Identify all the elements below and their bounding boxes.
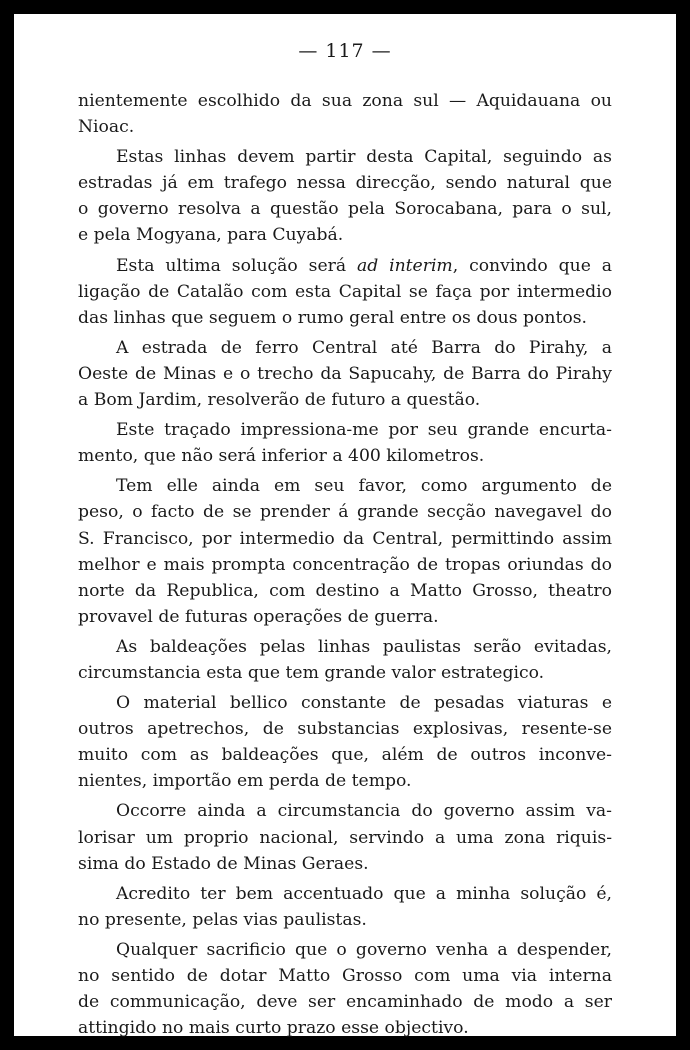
text-line: As baldeações pelas linhas paulistas serão evitadas, [116,636,612,657]
text-line: nientemente escolhido da sua zona sul — Aquidauana ou [78,91,612,111]
text-line: Esta ultima solução será ad interim, convindo que a [116,255,612,276]
text-line: Este traçado impressiona-me por seu grande encurta- [116,420,612,441]
paragraph [78,473,612,630]
text-line: a Bom Jardim, resolverão de futuro a questão. [78,390,481,411]
text-line: ligação de Catalão com esta Capital se faça por intermedio [78,281,612,302]
paragraph [78,417,612,469]
text-line: no sentido de dotar Matto Grosso com uma via interna [78,966,612,986]
text-line: de communicação, deve ser encaminhado de modo a ser [78,992,612,1013]
text-line: peso, o facto de se prender á grande secção navegavel do [78,502,612,523]
text-line: e pela Mogyana, para Cuyabá. [78,225,344,246]
text-line: A estrada de ferro Central até Barra do Pirahy, a [116,337,612,358]
text-line: circumstancia esta que tem grande valor estrategico. [78,662,545,683]
text-line: estradas já em trafego nessa direcção, sendo natural que [78,173,612,194]
paragraph [78,88,612,140]
text-line: outros apetrechos, de substancias explosivas, resente-se [78,719,612,740]
text-line: Oeste de Minas e o trecho da Sapucahy, de Barra do Pirahy [78,363,612,384]
page-number: — 117 — [298,40,392,62]
text-line: o governo resolva a questão pela Sorocabana, para o sul, [78,199,612,220]
paragraph [78,798,612,876]
text-line: Acredito ter bem accentuado que a minha solução é, [116,883,612,904]
paragraph [78,690,612,794]
text-line: Estas linhas devem partir desta Capital, seguindo as [116,147,612,168]
paragraph [78,253,612,331]
body-text [78,88,612,1045]
text-line: sima do Estado de Minas Geraes. [78,853,369,874]
text-line: das linhas que seguem o rumo geral entre os dous pontos. [78,307,587,328]
paragraph [78,881,612,933]
paragraph [78,634,612,686]
paragraph [78,335,612,413]
text-line: muito com as baldeações que, além de outros inconve- [78,745,612,766]
text-line: lorisar um proprio nacional, servindo a uma zona riquis- [78,827,612,848]
text-line: attingido no mais curto prazo esse objectivo. [78,1018,469,1039]
text-line: norte da Republica, com destino a Matto Grosso, theatro [78,580,612,601]
text-line: nientes, importão em perda de tempo. [78,771,412,792]
text-line: Tem elle ainda em seu favor, como argumento de [116,476,612,497]
text-line: Nioac. [78,117,135,138]
text-line: no presente, pelas vias paulistas. [78,909,367,930]
text-line: provavel de futuras operações de guerra. [78,606,439,627]
paragraph [78,937,612,1041]
text-line: O material bellico constante de pesadas viaturas e [116,693,612,714]
text-line: Qualquer sacrificio que o governo venha a despender, [116,939,612,960]
text-line: melhor e mais prompta concentração de tropas oriundas do [78,554,612,575]
book-page [14,14,676,1039]
text-line: Occorre ainda a circumstancia do governo assim va- [116,801,612,822]
text-line: S. Francisco, por intermedio da Central, permittindo assim [78,528,612,549]
paragraph [78,144,612,248]
text-line: mento, que não será inferior a 400 kilometros. [78,446,485,467]
